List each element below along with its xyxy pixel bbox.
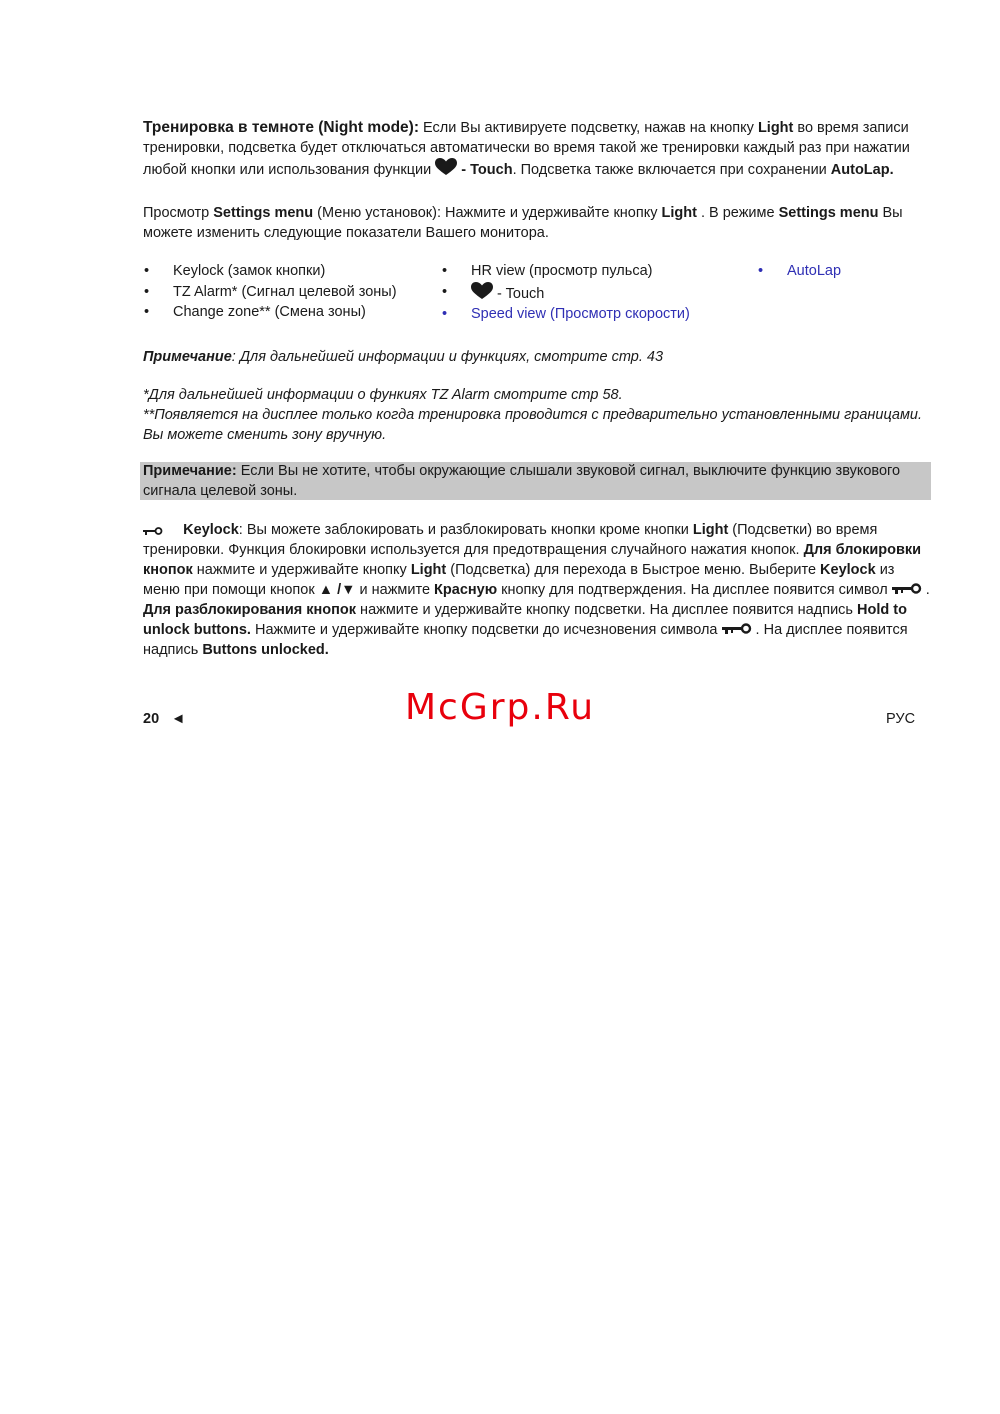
bullet-column-2 — [441, 261, 690, 325]
keylock-title: Keylock — [183, 522, 239, 538]
key-icon — [143, 526, 163, 536]
prev-page-arrow[interactable]: ◄ — [171, 711, 186, 727]
footnote-change-zone: **Появляется на дисплее только когда тренировка проводится с предварительно установленными границами. Вы можете сменить зону вручную. — [143, 407, 923, 443]
list-item-link[interactable]: • AutoLap — [757, 261, 841, 282]
heart-icon — [435, 158, 457, 176]
page-number: 20 — [143, 711, 160, 727]
heart-icon — [471, 282, 493, 300]
note-reference: Примечание: Для дальнейшей информации и функциях, смотрите стр. 43 — [143, 349, 664, 365]
key-icon — [722, 622, 752, 636]
watermark-logo: McGrp.Ru — [405, 687, 596, 728]
settings-bullet-list — [143, 261, 930, 331]
bullet-column-1 — [143, 261, 397, 323]
list-item: • TZ Alarm* (Сигнал целевой зоны) — [143, 282, 397, 303]
list-item-link[interactable]: • Speed view (Просмотр скорости) — [441, 304, 690, 325]
settings-paragraph: Просмотр Settings menu (Меню установок): Нажмите и удерживайте кнопку Light . В режиме Settings menu Вы можете изменить следующие показатели Вашего монитора. — [143, 205, 903, 241]
arrow-keys: ▲ /▼ — [318, 582, 356, 598]
list-item: • HR view (просмотр пульса) — [441, 261, 690, 282]
language-label: РУС — [886, 711, 916, 727]
key-icon — [892, 582, 922, 596]
keylock-paragraph: Keylock: Вы можете заблокировать и разблокировать кнопки кроме кнопки Light (Подсветки) во время тренировки. Функция блокировки используется для предотвращения случайного нажатия кнопок. Для блокировки кнопок нажмите и удерживайте кнопку Light (Подсветка) для перехода в Быстрое меню. Выберите Keylock из меню при помощи кнопок ▲ /▼ и нажмите Красную кнопку для подтверждения. На дисплее появится символ . Для разблокирования кнопок нажмите и удерживайте кнопку подсветки. На дисплее появится надпись Hold to unlock buttons. Нажмите и удерживайте кнопку подсветки до исчезновения символа . На дисплее появится надпись Buttons unlocked. — [143, 522, 930, 658]
night-mode-paragraph: Тренировка в темноте (Night mode): Если Вы активируете подсветку, нажав на кнопку Light во время записи тренировки, подсветка будет отключаться автоматически во время такой же тренировки каждый раз при нажатии любой кнопки или использования функции - Touch. Подсветка также включается при сохранении AutoLap. — [143, 119, 910, 178]
night-mode-title: Тренировка в темноте (Night mode): — [143, 119, 420, 136]
list-item: • Keylock (замок кнопки) — [143, 261, 397, 282]
list-item-touch: • - Touch — [441, 282, 690, 305]
bullet-column-3 — [757, 261, 841, 282]
note-box: Примечание: Если Вы не хотите, чтобы окружающие слышали звуковой сигнал, выключите функцию звукового сигнала целевой зоны. — [140, 462, 931, 500]
footnote-tz-alarm: *Для дальнейшей информации о функиях TZ Alarm смотрите стр 58. — [143, 387, 623, 403]
list-item: • Change zone** (Смена зоны) — [143, 302, 397, 323]
